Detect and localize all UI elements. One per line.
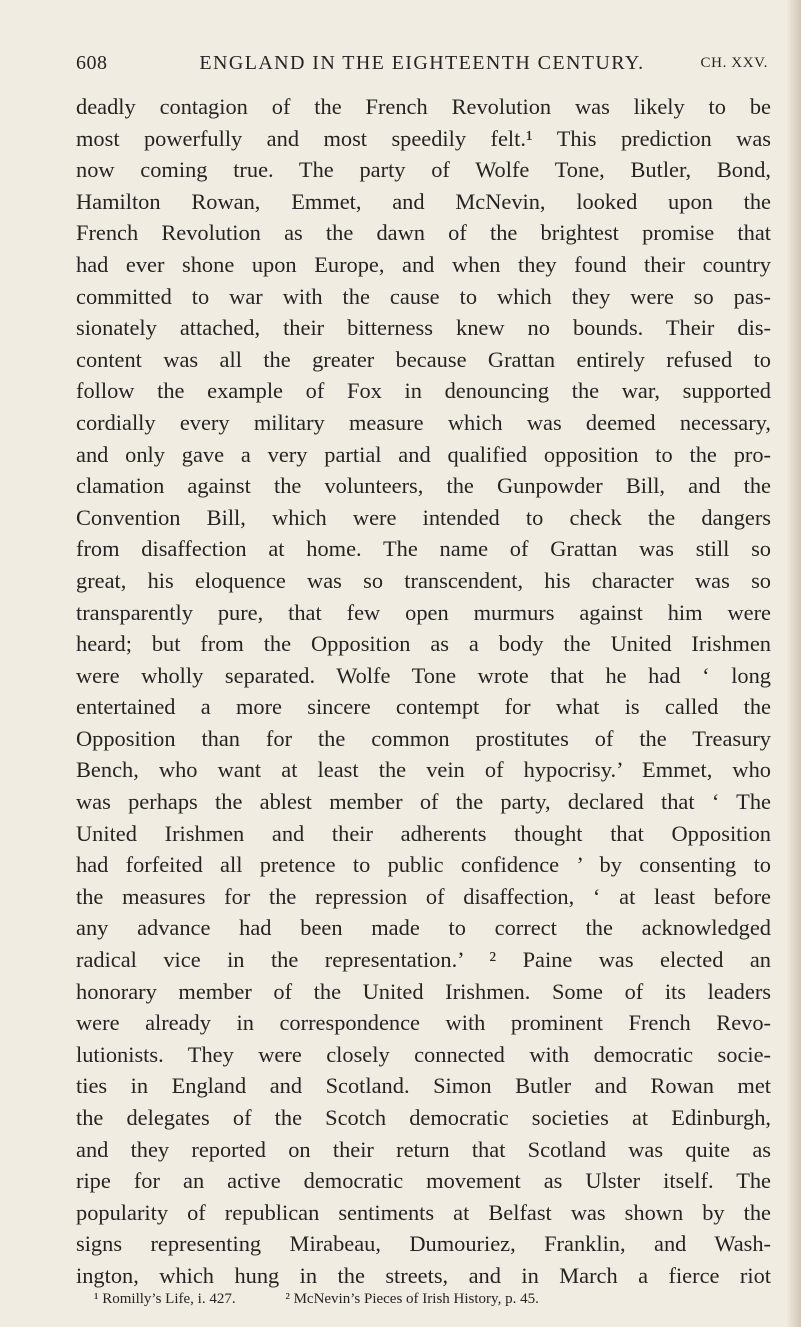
- running-title: ENGLAND IN THE EIGHTEENTH CENTURY.: [199, 52, 645, 74]
- text-line: the measures for the repression of disaffection, ‘ at least before: [76, 883, 771, 909]
- text-line: cordially every military measure which was deemed necessary,: [76, 409, 771, 435]
- text-line: any advance had been made to correct the acknowledged: [76, 915, 771, 941]
- text-line: honorary member of the United Irishmen. Some of its leaders: [76, 978, 771, 1004]
- text-line: Bench, who want at least the vein of hypocrisy.’ Emmet, who: [76, 757, 771, 783]
- text-line: popularity of republican sentiments at Belfast was shown by the: [76, 1199, 771, 1225]
- text-line: ties in England and Scotland. Simon Butler and Rowan met: [76, 1073, 771, 1099]
- text-line: most powerfully and most speedily felt.¹ This prediction was: [76, 125, 771, 151]
- text-line: signs representing Mirabeau, Dumouriez, Franklin, and Wash-: [76, 1231, 771, 1257]
- text-line: now coming true. The party of Wolfe Tone, Butler, Bond,: [76, 157, 771, 183]
- text-line: were already in correspondence with prominent French Revo-: [76, 1010, 771, 1036]
- text-line: committed to war with the cause to which they were so pas-: [76, 283, 771, 309]
- text-line: from disaffection at home. The name of Grattan was still so: [76, 536, 771, 562]
- text-line: French Revolution as the dawn of the brightest promise that: [76, 220, 771, 246]
- text-line: entertained a more sincere contempt for what is called the: [76, 694, 771, 720]
- text-line: ripe for an active democratic movement as Ulster itself. The: [76, 1168, 771, 1194]
- text-line: had forfeited all pretence to public confidence ’ by consenting to: [76, 852, 771, 878]
- text-line: deadly contagion of the French Revolution was likely to be: [76, 94, 771, 119]
- text-line: had ever shone upon Europe, and when they found their country: [76, 251, 771, 277]
- page-edge-shadow: [787, 0, 801, 1327]
- text-line: lutionists. They were closely connected with democratic socie-: [76, 1041, 771, 1067]
- text-line: were wholly separated. Wolfe Tone wrote that he had ‘ long: [76, 662, 771, 688]
- text-line: Hamilton Rowan, Emmet, and McNevin, looked upon the: [76, 188, 771, 214]
- text-line: transparently pure, that few open murmurs against him were: [76, 599, 771, 625]
- text-line: was perhaps the ablest member of the party, declared that ‘ The: [76, 789, 771, 815]
- footnotes: [94, 1291, 774, 1308]
- text-line: follow the example of Fox in denouncing the war, supported: [76, 378, 771, 404]
- text-line: great, his eloquence was so transcendent, his character was so: [76, 567, 771, 593]
- page-number: 608: [76, 52, 108, 74]
- text-line: content was all the greater because Grattan entirely refused to: [76, 346, 771, 372]
- text-line: Opposition than for the common prostitutes of the Treasury: [76, 725, 771, 751]
- text-line: sionately attached, their bitterness knew no bounds. Their dis-: [76, 315, 771, 341]
- text-line: and they reported on their return that Scotland was quite as: [76, 1136, 771, 1162]
- text-line: the delegates of the Scotch democratic societies at Edinburgh,: [76, 1105, 771, 1130]
- text-line: Convention Bill, which were intended to check the dangers: [76, 504, 771, 530]
- text-line: radical vice in the representation.’ ² Paine was elected an: [76, 947, 771, 973]
- footnote-2: ² McNevin’s Pieces of Irish History, p. 45.: [285, 1291, 539, 1307]
- footnote-1: ¹ Romilly’s Life, i. 427.: [94, 1291, 236, 1307]
- text-line: and only gave a very partial and qualified opposition to the pro-: [76, 441, 771, 467]
- chapter-label: CH. XXV.: [700, 55, 768, 71]
- page-header: [76, 52, 768, 82]
- text-line: ington, which hung in the streets, and in March a fierce riot: [76, 1262, 771, 1288]
- text-line: heard; but from the Opposition as a body the United Irishmen: [76, 631, 771, 657]
- text-line: clamation against the volunteers, the Gunpowder Bill, and the: [76, 473, 771, 499]
- body-text: [76, 91, 771, 1292]
- text-line: United Irishmen and their adherents thought that Opposition: [76, 820, 771, 846]
